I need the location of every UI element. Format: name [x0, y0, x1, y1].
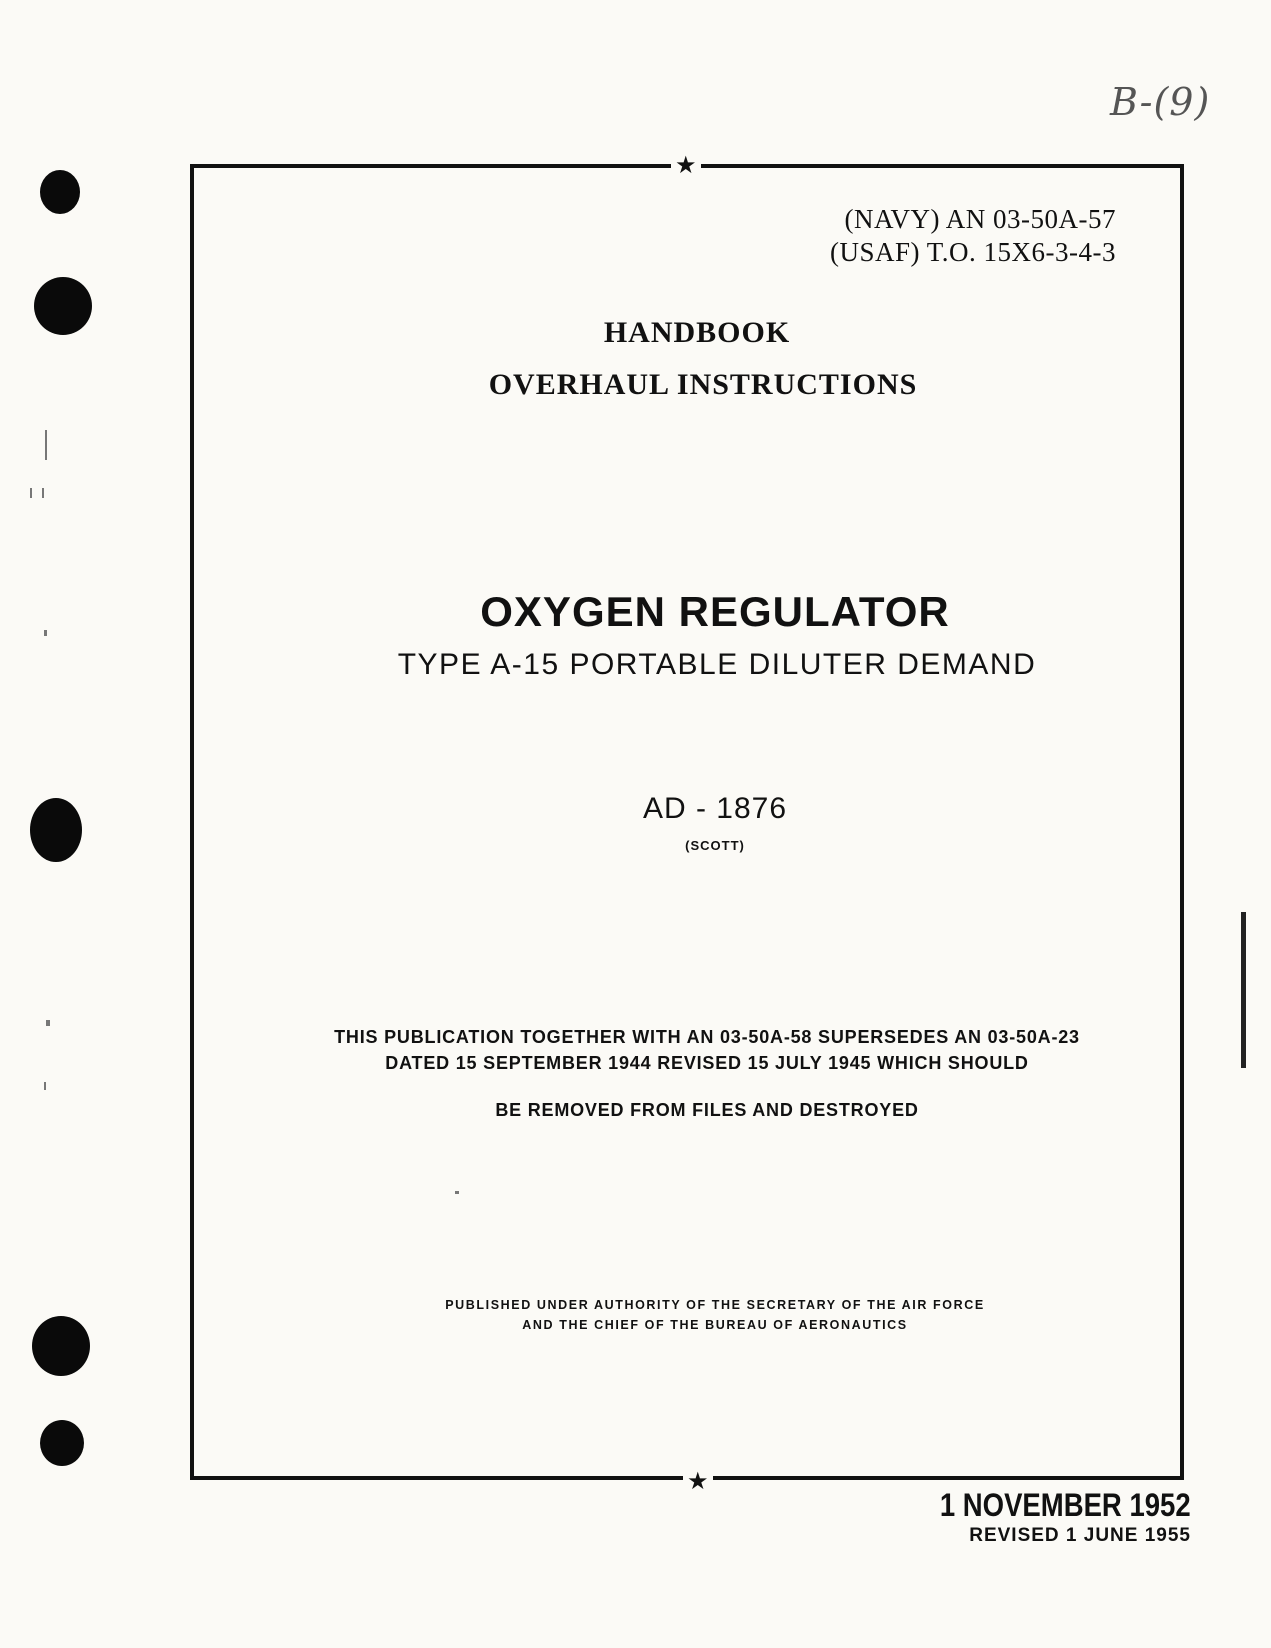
- issue-date: 1 NOVEMBER 1952: [940, 1487, 1191, 1523]
- revision-date: REVISED 1 JUNE 1955: [969, 1525, 1191, 1546]
- page-title: OXYGEN REGULATOR: [480, 588, 950, 635]
- punch-hole: [40, 1420, 84, 1466]
- model-number: AD - 1876: [642, 792, 788, 825]
- document-subtype-heading: OVERHAUL INSTRUCTIONS: [488, 368, 918, 401]
- scan-mark: [44, 630, 47, 636]
- scan-mark: [44, 1082, 46, 1090]
- star-icon: ★: [683, 1469, 713, 1493]
- authority-statement-line: AND THE CHIEF OF THE BUREAU OF AERONAUTICS: [522, 1318, 908, 1332]
- supersession-notice-line: THIS PUBLICATION TOGETHER WITH AN 03-50A-58 SUPERSEDES AN 03-50A-23: [334, 1027, 1080, 1047]
- frame-edge-mark: [1241, 912, 1246, 1068]
- navy-publication-number: (NAVY) AN 03-50A-57: [844, 204, 1116, 234]
- scan-mark: [30, 488, 32, 498]
- document-type-heading: HANDBOOK: [603, 316, 791, 349]
- punch-hole: [32, 1316, 90, 1376]
- scan-mark: [42, 488, 44, 498]
- punch-hole: [30, 798, 82, 862]
- punch-hole: [40, 170, 80, 214]
- handwritten-annotation: B-(9): [1110, 80, 1211, 124]
- supersession-notice-line: BE REMOVED FROM FILES AND DESTROYED: [495, 1100, 919, 1120]
- page-subtitle: TYPE A-15 PORTABLE DILUTER DEMAND: [397, 648, 1037, 681]
- manufacturer-label: (SCOTT): [685, 838, 745, 853]
- punch-hole: [34, 277, 92, 335]
- scan-mark: [45, 430, 47, 460]
- scan-mark: [46, 1020, 50, 1026]
- supersession-notice-line: DATED 15 SEPTEMBER 1944 REVISED 15 JULY 1945 WHICH SHOULD: [385, 1053, 1029, 1073]
- authority-statement-line: PUBLISHED UNDER AUTHORITY OF THE SECRETARY OF THE AIR FORCE: [445, 1298, 985, 1312]
- usaf-publication-number: (USAF) T.O. 15X6-3-4-3: [830, 237, 1116, 267]
- star-icon: ★: [671, 153, 701, 177]
